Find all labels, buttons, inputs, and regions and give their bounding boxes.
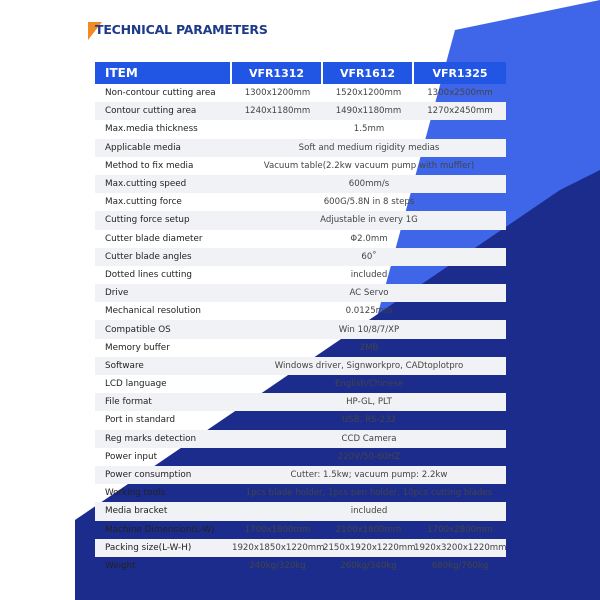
row-value-all-models: included bbox=[350, 269, 388, 280]
row-label: Port in standard bbox=[105, 415, 176, 426]
row-value-model-3: 680kg/760kg bbox=[431, 560, 489, 571]
row-value-model-2: 260kg/340kg bbox=[340, 560, 397, 571]
row-value-all-models: Adjustable in every 1G bbox=[320, 215, 418, 226]
row-value-all-models: 0.0125mm bbox=[345, 306, 393, 317]
table-row bbox=[95, 120, 506, 138]
table-header-row bbox=[95, 62, 506, 84]
row-label: Reg marks detection bbox=[105, 433, 197, 444]
table-row bbox=[95, 175, 506, 193]
row-value-all-models: included bbox=[350, 506, 388, 517]
row-value-model-2: 1520x1200mm bbox=[335, 88, 402, 99]
table-row bbox=[95, 320, 506, 338]
table-row bbox=[95, 502, 506, 520]
row-value-all-models: Cutter: 1.5kw; vacuum pump: 2.2kw bbox=[290, 470, 448, 481]
row-value-all-models: 600G/5.8N in 8 steps bbox=[323, 197, 415, 208]
row-label: Cutter blade angles bbox=[105, 251, 192, 262]
table-row bbox=[95, 302, 506, 320]
row-value-all-models: 600mm/s bbox=[348, 179, 390, 190]
row-value-all-models: Win 10/8/7/XP bbox=[338, 324, 400, 335]
row-label: Drive bbox=[105, 288, 129, 299]
table-row bbox=[95, 430, 506, 448]
row-label: File format bbox=[105, 397, 152, 408]
row-label: Non-contour cutting area bbox=[105, 88, 216, 99]
table-row bbox=[95, 484, 506, 502]
row-value-all-models: Windows driver, Signworkpro, CADtoplotpro bbox=[274, 360, 464, 371]
table-row bbox=[95, 248, 506, 266]
row-value-model-1: 240kg/320kg bbox=[249, 560, 306, 571]
row-value-all-models: Φ2.0mm bbox=[350, 233, 388, 244]
row-label: Machine Dimension(L-W) bbox=[105, 524, 215, 535]
row-label: Dotted lines cutting bbox=[105, 269, 193, 280]
table-row bbox=[95, 230, 506, 248]
row-label: Max.cutting force bbox=[105, 197, 182, 208]
table-row bbox=[95, 557, 506, 575]
table-row bbox=[95, 411, 506, 429]
table-row bbox=[95, 393, 506, 411]
table-row bbox=[95, 157, 506, 175]
row-value-all-models: 1.5mm bbox=[353, 124, 385, 135]
section-title: TECHNICAL PARAMETERS bbox=[95, 22, 268, 37]
row-value-model-1: 1700x1800mm bbox=[244, 524, 311, 535]
row-label: Max.media thickness bbox=[105, 124, 198, 135]
table-row bbox=[95, 521, 506, 539]
table-row bbox=[95, 466, 506, 484]
row-label: Weight bbox=[105, 560, 136, 571]
row-value-model-1: 1240x1180mm bbox=[244, 106, 311, 117]
row-value-model-3: 1920x3200x1220mm bbox=[414, 542, 507, 553]
row-label: Applicable media bbox=[105, 142, 181, 153]
row-value-model-3: 1300x2500mm bbox=[427, 88, 493, 99]
row-label: Power input bbox=[105, 451, 158, 462]
row-value-model-3: 1700x2800mm bbox=[427, 524, 493, 535]
column-header-model-3: VFR1325 bbox=[414, 62, 506, 84]
row-label: Power consumption bbox=[105, 470, 192, 481]
row-value-model-2: 2150x1920x1220mm bbox=[323, 542, 416, 553]
row-label: Working tools bbox=[105, 488, 165, 499]
table-row bbox=[95, 102, 506, 120]
row-value-model-1: 1300x1200mm bbox=[244, 88, 311, 99]
table-row bbox=[95, 193, 506, 211]
row-value-all-models: 220V/50-60HZ bbox=[337, 451, 401, 462]
row-label: Max.cutting speed bbox=[105, 179, 187, 190]
row-value-model-2: 2100x1800mm bbox=[335, 524, 402, 535]
table-row bbox=[95, 84, 506, 102]
row-label: Method to fix media bbox=[105, 160, 194, 171]
row-value-model-1: 1920x1850x1220mm bbox=[232, 542, 325, 553]
table-row bbox=[95, 139, 506, 157]
row-label: LCD language bbox=[105, 379, 167, 390]
column-header-model-1: VFR1312 bbox=[232, 62, 323, 84]
table-row bbox=[95, 357, 506, 375]
row-label: Compatible OS bbox=[105, 324, 171, 335]
table-body bbox=[95, 84, 506, 575]
column-header-item: ITEM bbox=[95, 62, 232, 84]
row-label: Media bracket bbox=[105, 506, 168, 517]
row-label: Cutter blade diameter bbox=[105, 233, 203, 244]
table-row bbox=[95, 284, 506, 302]
row-value-all-models: AC Servo bbox=[349, 288, 389, 299]
table-row bbox=[95, 211, 506, 229]
table-row bbox=[95, 375, 506, 393]
table-row bbox=[95, 266, 506, 284]
row-value-all-models: CCD Camera bbox=[341, 433, 397, 444]
row-value-all-models: 2MB bbox=[359, 342, 379, 353]
row-value-all-models: Vacuum table(2.2kw vacuum pump with muffler) bbox=[263, 160, 475, 171]
column-header-model-2: VFR1612 bbox=[323, 62, 414, 84]
row-value-all-models: Soft and medium rigidity medias bbox=[298, 142, 440, 153]
row-label: Packing size(L-W-H) bbox=[105, 542, 192, 553]
table-row bbox=[95, 448, 506, 466]
table-row bbox=[95, 539, 506, 557]
row-value-all-models: 60˚ bbox=[361, 251, 377, 262]
row-value-model-2: 1490x1180mm bbox=[335, 106, 402, 117]
row-label: Memory buffer bbox=[105, 342, 170, 353]
row-label: Mechanical resolution bbox=[105, 306, 201, 317]
row-value-all-models: 1pcs blade holder, 1pcs pen holder, 10pcs cutting blades bbox=[245, 488, 493, 499]
row-value-all-models: USB, RS-232 bbox=[341, 415, 397, 426]
row-value-all-models: English/Chinese bbox=[334, 379, 404, 390]
row-value-model-3: 1270x2450mm bbox=[427, 106, 493, 117]
spec-table bbox=[95, 62, 506, 575]
row-label: Contour cutting area bbox=[105, 106, 197, 117]
row-label: Software bbox=[105, 360, 144, 371]
row-label: Cutting force setup bbox=[105, 215, 190, 226]
row-value-all-models: HP-GL, PLT bbox=[346, 397, 392, 408]
table-row bbox=[95, 339, 506, 357]
